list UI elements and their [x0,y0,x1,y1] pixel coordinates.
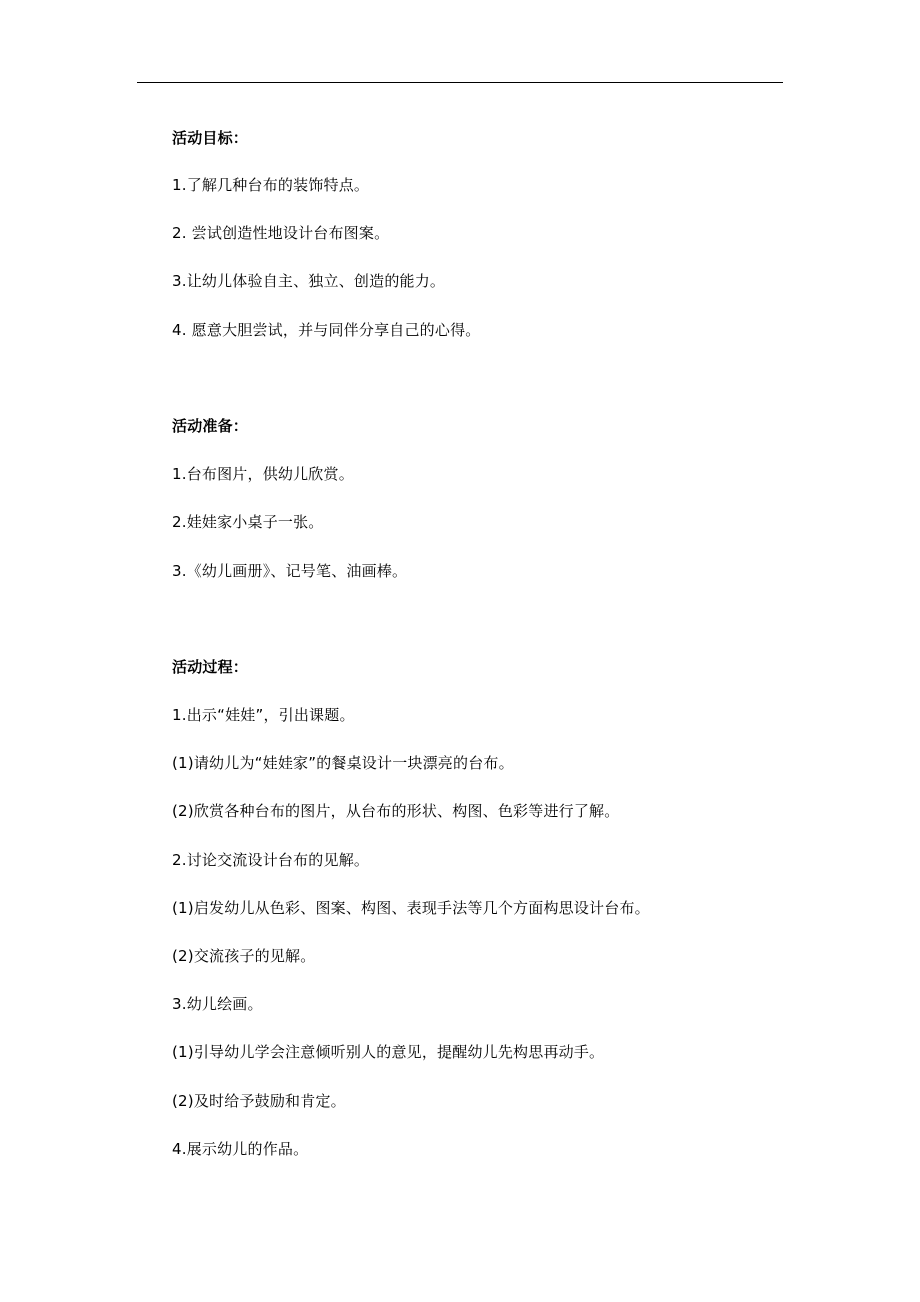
goal-item: 3.让幼儿体验自主、独立、创造的能力。 [172,272,446,290]
process-item: 1.出示“娃娃”，引出课题。 [172,706,355,724]
header-rule [137,82,783,83]
preparation-item: 3.《幼儿画册》、记号笔、油画棒。 [172,562,408,580]
process-item: 3.幼儿绘画。 [172,995,263,1013]
section-heading-process: 活动过程： [172,658,249,676]
process-item: (2)及时给予鼓励和肯定。 [172,1092,346,1110]
goal-item: 4. 愿意大胆尝试，并与同伴分享自己的心得。 [172,321,481,339]
process-item: (1)引导幼儿学会注意倾听别人的意见，提醒幼儿先构思再动手。 [172,1043,605,1061]
goal-item: 2. 尝试创造性地设计台布图案。 [172,224,390,242]
process-item: 2.讨论交流设计台布的见解。 [172,851,370,869]
process-item: (2)欣赏各种台布的图片，从台布的形状、构图、色彩等进行了解。 [172,802,620,820]
process-item: 4.展示幼儿的作品。 [172,1140,309,1158]
goal-item: 1.了解几种台布的装饰特点。 [172,176,370,194]
process-item: (1)启发幼儿从色彩、图案、构图、表现手法等几个方面构思设计台布。 [172,899,650,917]
section-heading-preparation: 活动准备： [172,417,249,435]
section-heading-goals: 活动目标： [172,129,249,147]
process-item: (1)请幼儿为“娃娃家”的餐桌设计一块漂亮的台布。 [172,754,514,772]
process-item: (2)交流孩子的见解。 [172,947,316,965]
preparation-item: 1.台布图片，供幼儿欣赏。 [172,465,354,483]
preparation-item: 2.娃娃家小桌子一张。 [172,513,324,531]
